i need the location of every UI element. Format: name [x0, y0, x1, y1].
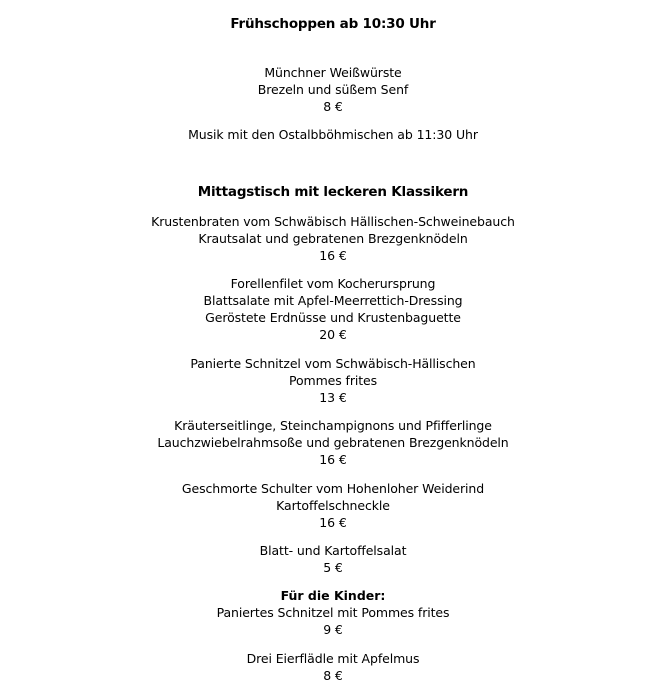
item-name: Geschmorte Schulter vom Hohenloher Weiderind	[181, 481, 485, 496]
kinder-title: Für die Kinder:	[280, 588, 386, 603]
menu-item	[0, 650, 666, 684]
item-name: Krustenbraten vom Schwäbisch Hällischen-Schweinebauch	[151, 214, 515, 229]
item-name: Blatt- und Kartoffelsalat	[259, 543, 407, 558]
item-name: Panierte Schnitzel vom Schwäbisch-Hällischen	[190, 356, 476, 371]
item-name: Münchner Weißwürste	[264, 65, 402, 80]
item-price: 13 €	[319, 390, 347, 405]
menu-item	[0, 275, 666, 343]
item-name: Kräuterseitlinge, Steinchampignons und Pfifferlinge	[174, 418, 492, 433]
menu-item	[0, 417, 666, 468]
kinder-section	[0, 587, 666, 638]
fruehschoppen-title: Frühschoppen ab 10:30 Uhr	[230, 16, 436, 32]
item-detail: Brezeln und süßem Senf	[257, 82, 409, 97]
menu-item	[0, 542, 666, 576]
item-detail: Geröstete Erdnüsse und Krustenbaguette	[205, 310, 461, 325]
item-detail: Kartoffelschneckle	[276, 498, 390, 513]
item-name: Paniertes Schnitzel mit Pommes frites	[216, 605, 450, 620]
item-price: 16 €	[319, 248, 347, 263]
item-name: Drei Eierflädle mit Apfelmus	[246, 651, 420, 666]
item-detail: Blattsalate mit Apfel-Meerrettich-Dressing	[203, 293, 463, 308]
menu-item	[0, 355, 666, 406]
item-detail: Krautsalat und gebratenen Brezgenknödeln	[198, 231, 468, 246]
item-price: 5 €	[323, 560, 343, 575]
item-price: 20 €	[319, 327, 347, 342]
item-price: 8 €	[323, 668, 343, 683]
item-name: Forellenfilet vom Kocherursprung	[230, 276, 436, 291]
item-detail: Pommes frites	[288, 373, 378, 388]
item-detail: Lauchzwiebelrahmsoße und gebratenen Brezgenknödeln	[157, 435, 509, 450]
menu-item	[0, 480, 666, 531]
item-price: 16 €	[319, 452, 347, 467]
fruehschoppen-item	[0, 64, 666, 115]
menu-item	[0, 213, 666, 264]
item-price: 9 €	[323, 622, 343, 637]
item-price: 16 €	[319, 515, 347, 530]
mittagstisch-title: Mittagstisch mit leckeren Klassikern	[197, 184, 469, 200]
item-price: 8 €	[323, 99, 343, 114]
music-note: Musik mit den Ostalbböhmischen ab 11:30 Uhr	[188, 127, 478, 142]
